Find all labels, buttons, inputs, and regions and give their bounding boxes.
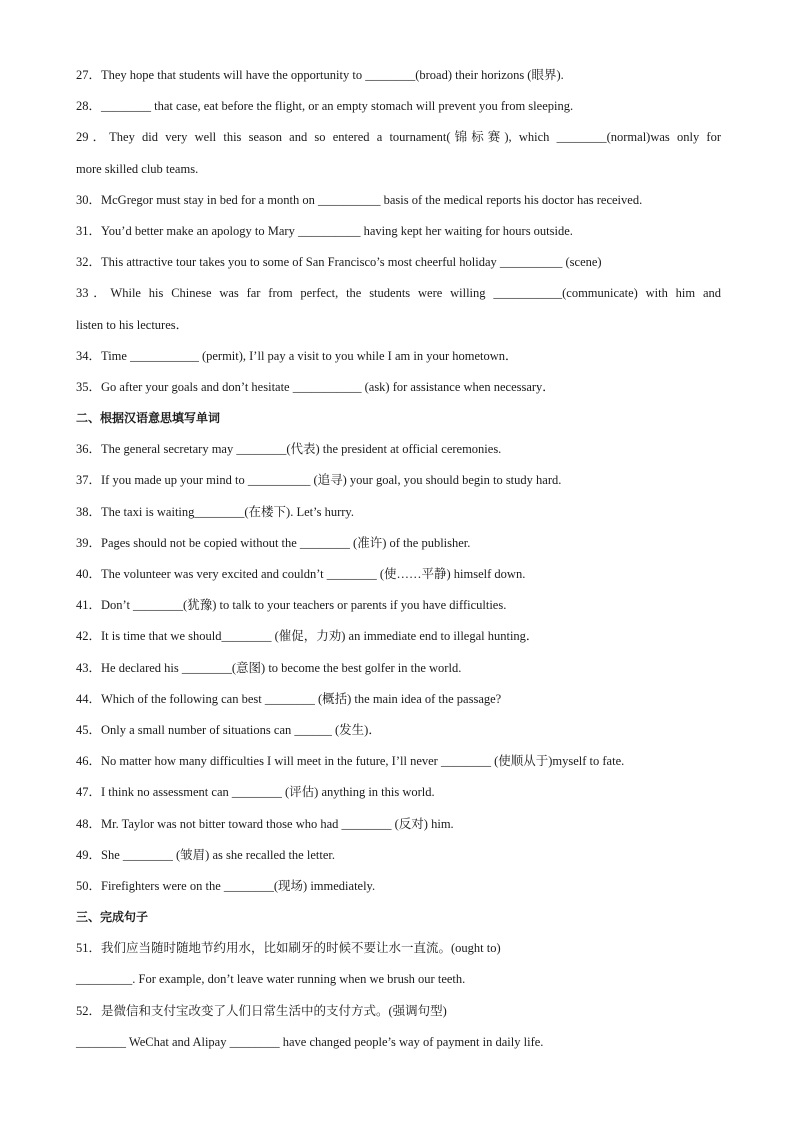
question-45: 45．Only a small number of situations can ______ (发生)． bbox=[76, 722, 381, 737]
question-49: 49．She ________ (皱眉) as she recalled the letter. bbox=[76, 847, 335, 862]
question-31: 31．You’d better make an apology to Mary __________ having kept her waiting for hours outside. bbox=[76, 223, 573, 238]
question-28: 28．________ that case, eat before the flight, or an empty stomach will prevent you from sleeping. bbox=[76, 99, 574, 114]
question-29-continued: more skilled club teams. bbox=[76, 161, 199, 176]
question-36: 36．The general secretary may ________(代表) the president at official ceremonies. bbox=[76, 442, 502, 457]
question-44: 44．Which of the following can best ________ (概括) the main idea of the passage? bbox=[76, 691, 502, 706]
question-34: 34．Time ___________ (permit), I’ll pay a visit to you while I am in your hometown． bbox=[76, 348, 518, 363]
question-52-answer-line: ________ WeChat and Alipay ________ have changed people’s way of payment in daily life. bbox=[76, 1034, 544, 1049]
question-41: 41．Don’t ________(犹豫) to talk to your teachers or parents if you have difficulties. bbox=[76, 598, 507, 613]
question-51: 51．我们应当随时随地节约用水，比如刷牙的时候不要让水一直流。(ought to) bbox=[76, 941, 501, 956]
question-38: 38．The taxi is waiting________(在楼下). Let’s hurry. bbox=[76, 504, 354, 519]
question-35: 35．Go after your goals and don’t hesitate ___________ (ask) for assistance when necessary． bbox=[76, 379, 555, 394]
question-39: 39．Pages should not be copied without the ________ (准许) of the publisher. bbox=[76, 535, 471, 550]
question-33: 33．While his Chinese was far from perfect, the students were willing ___________(communicate) with him and bbox=[76, 286, 721, 301]
section-heading-3: 三、完成句子 bbox=[76, 910, 149, 925]
worksheet-content bbox=[76, 64, 721, 1062]
question-50: 50．Firefighters were on the ________(现场) immediately. bbox=[76, 878, 376, 893]
question-43: 43．He declared his ________(意图) to become the best golfer in the world. bbox=[76, 660, 462, 675]
question-40: 40．The volunteer was very excited and couldn’t ________ (使……平静) himself down. bbox=[76, 567, 526, 581]
question-30: 30．McGregor must stay in bed for a month on __________ basis of the medical reports his doctor has received. bbox=[76, 192, 643, 207]
question-29: 29．They did very well this season and so entered a tournament(锦标赛), which ________(normal)was only for bbox=[76, 130, 721, 145]
question-52: 52．是微信和支付宝改变了人们日常生活中的支付方式。(强调句型) bbox=[76, 1003, 447, 1018]
question-48: 48．Mr. Taylor was not bitter toward those who had ________ (反对) him. bbox=[76, 816, 454, 831]
question-46: 46．No matter how many difficulties I will meet in the future, I’ll never ________ (使顺从于)myself to fate. bbox=[76, 754, 625, 769]
question-27: 27．They hope that students will have the opportunity to ________(broad) their horizons (眼界). bbox=[76, 68, 564, 82]
question-51-answer-line: _________. For example, don’t leave water running when we brush our teeth. bbox=[76, 972, 466, 987]
question-42: 42．It is time that we should________ (催促，力劝) an immediate end to illegal hunting． bbox=[76, 629, 539, 644]
section-heading-2: 二、根据汉语意思填写单词 bbox=[76, 411, 221, 426]
question-37: 37．If you made up your mind to __________ (追寻) your goal, you should begin to study hard. bbox=[76, 473, 562, 488]
question-47: 47．I think no assessment can ________ (评估) anything in this world. bbox=[76, 785, 435, 800]
question-32: 32．This attractive tour takes you to some of San Francisco’s most cheerful holiday __________ (scene) bbox=[76, 255, 602, 270]
question-33-continued: listen to his lectures． bbox=[76, 317, 189, 332]
